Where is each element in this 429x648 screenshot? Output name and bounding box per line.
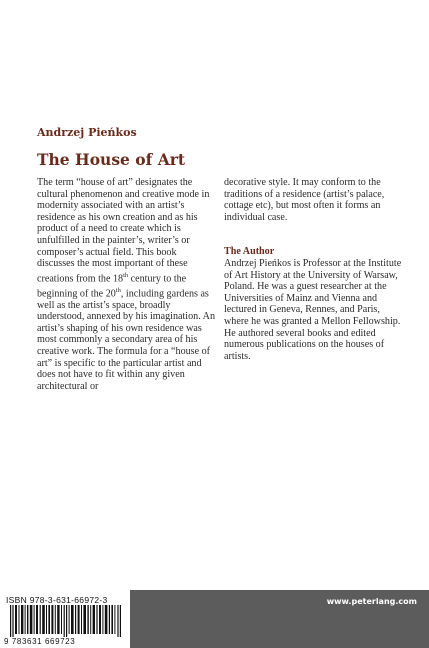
superscript-th-2: th (115, 286, 121, 294)
barcode-digits: 9 783631 669723 (4, 637, 76, 646)
description-part-1: The term “house of art” designates the cultural phenomenon and creative mode in modernity associated with an artist’s residence as his own creation and as his product of a need to create which is unfulfilled in the painter’s, writer’s or composer’s actual field. This book discusses the most important of these creations from the (37, 177, 210, 285)
author-bio: Andrzej Pieńkos is Professor at the Institute of Art History at the University of Warsaw, Poland. He was a guest researcher at the Universities of Mainz and Vienna and lectured in Geneva, Rennes, and Paris, where he was granted a Mellon Fellowship. He authored several books and edited numerous publications on the houses of artists. (224, 257, 402, 362)
barcode-area (0, 590, 130, 648)
century-20: 20 (105, 288, 116, 300)
description-part-2: century to the beginning of the (37, 273, 187, 300)
description-column-left (37, 177, 215, 392)
footer-band (0, 590, 429, 648)
description-part-3: , including gardens as well as the artist’s space, broadly understood, annexed by his imagination. An artist’s shaping of his own residence was most commonly a secondary area of his creative work. The formula for a “house of art” is specific to the particular artist and does not have to fit within any given architectural or (37, 288, 216, 392)
isbn-label: ISBN 978-3-631-66972-3 (6, 595, 108, 605)
description-continuation: decorative style. It may conform to the traditions of a residence (artist’s palace, cottage etc), but most often it forms an individual case. (224, 177, 385, 223)
description-paragraph (37, 177, 215, 392)
barcode-icon (10, 605, 122, 637)
description-column-right (224, 177, 402, 362)
author-name: Andrzej Pieńkos (37, 126, 137, 139)
publisher-website[interactable]: www.peterlang.com (326, 597, 417, 606)
century-18: 18 (112, 273, 124, 285)
superscript-th-1: th (123, 271, 129, 279)
book-title: The House of Art (37, 150, 186, 169)
author-heading: The Author (224, 246, 275, 258)
